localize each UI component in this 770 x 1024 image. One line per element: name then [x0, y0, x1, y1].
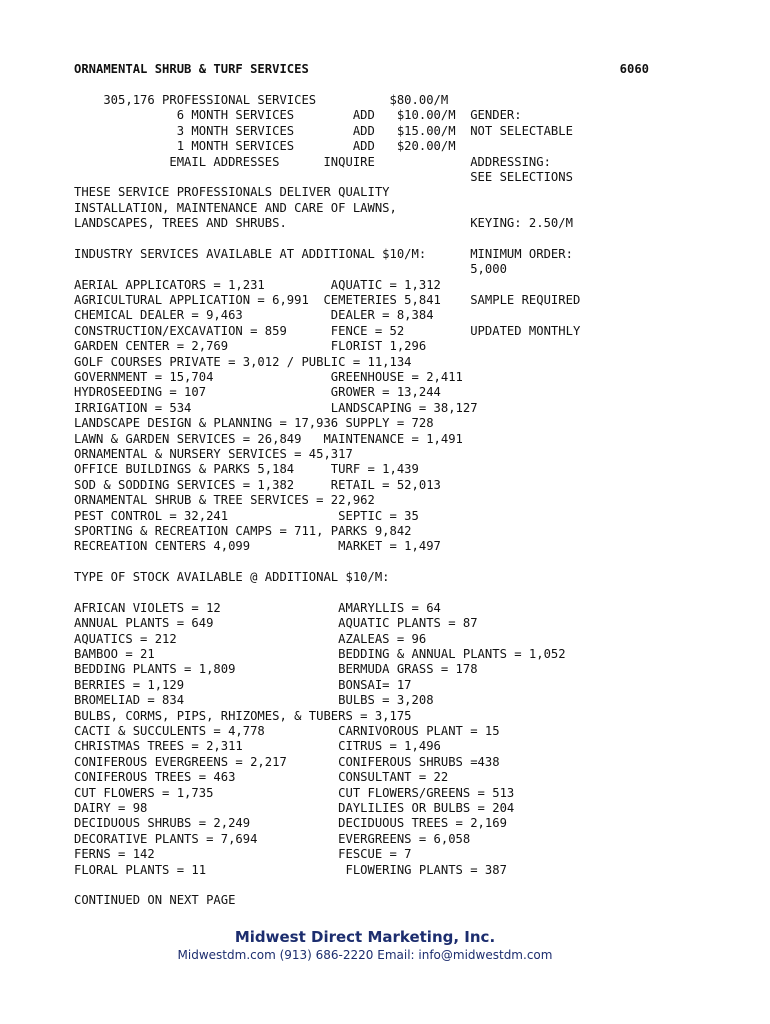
- datacard-line: CONIFEROUS EVERGREENS = 2,217 CONIFEROUS SHRUBS =438: [74, 754, 500, 769]
- datacard-line: SPORTING & RECREATION CAMPS = 711, PARKS 9,842: [74, 523, 412, 538]
- datacard-line: IRRIGATION = 534 LANDSCAPING = 38,127: [74, 400, 478, 415]
- datacard-line: ORNAMENTAL & NURSERY SERVICES = 45,317: [74, 446, 353, 461]
- datacard-line: CHRISTMAS TREES = 2,311 CITRUS = 1,496: [74, 739, 441, 754]
- datacard-line: THESE SERVICE PROFESSIONALS DELIVER QUALITY: [74, 185, 390, 200]
- datacard-line: CHEMICAL DEALER = 9,463 DEALER = 8,384: [74, 308, 434, 323]
- footer-company-name: Midwest Direct Marketing, Inc.: [234, 928, 496, 946]
- datacard-line: [74, 878, 694, 893]
- datacard-line: INDUSTRY SERVICES AVAILABLE AT ADDITIONAL $10/M: MINIMUM ORDER:: [74, 246, 573, 261]
- datacard-line: GOVERNMENT = 15,704 GREENHOUSE = 2,411: [74, 370, 463, 385]
- datacard-line: BROMELIAD = 834 BULBS = 3,208: [74, 693, 434, 708]
- datacard-line: [74, 555, 694, 570]
- datacard-line: CONSTRUCTION/EXCAVATION = 859 FENCE = 52 UPDATED MONTHLY: [74, 323, 581, 338]
- datacard-line: 5,000: [74, 262, 507, 277]
- datacard-line: BAMBOO = 21 BEDDING & ANNUAL PLANTS = 1,052: [74, 647, 566, 662]
- datacard-line: 1 MONTH SERVICES ADD $20.00/M: [74, 139, 456, 154]
- datacard-line: GARDEN CENTER = 2,769 FLORIST 1,296: [74, 339, 427, 354]
- datacard-line: BERRIES = 1,129 BONSAI= 17: [74, 677, 412, 692]
- datacard-line: BEDDING PLANTS = 1,809 BERMUDA GRASS = 178: [74, 662, 478, 677]
- datacard-line: RECREATION CENTERS 4,099 MARKET = 1,497: [74, 539, 441, 554]
- datacard-line: SOD & SODDING SERVICES = 1,382 RETAIL = 52,013: [74, 477, 441, 492]
- list-code: 6060: [619, 62, 649, 76]
- datacard-line: TYPE OF STOCK AVAILABLE @ ADDITIONAL $10/M:: [74, 570, 390, 585]
- datacard-line: DECORATIVE PLANTS = 7,694 EVERGREENS = 6,058: [74, 831, 471, 846]
- datacard-line: LANDSCAPE DESIGN & PLANNING = 17,936 SUPPLY = 728: [74, 416, 434, 431]
- datacard-line: ORNAMENTAL SHRUB & TREE SERVICES = 22,962: [74, 493, 375, 508]
- datacard-line: DECIDUOUS SHRUBS = 2,249 DECIDUOUS TREES = 2,169: [74, 816, 507, 831]
- datacard-line: AQUATICS = 212 AZALEAS = 96: [74, 631, 427, 646]
- datacard-line: [74, 232, 694, 247]
- datacard-line: OFFICE BUILDINGS & PARKS 5,184 TURF = 1,439: [74, 462, 419, 477]
- datacard-line: 6 MONTH SERVICES ADD $10.00/M GENDER:: [74, 108, 522, 123]
- datacard-line: LANDSCAPES, TREES AND SHRUBS. KEYING: 2.50/M: [74, 216, 573, 231]
- datacard-line: [74, 586, 694, 601]
- datacard-line: AFRICAN VIOLETS = 12 AMARYLLIS = 64: [74, 600, 441, 615]
- datacard-line: 3 MONTH SERVICES ADD $15.00/M NOT SELECTABLE: [74, 123, 573, 138]
- datacard-line: BULBS, CORMS, PIPS, RHIZOMES, & TUBERS = 3,175: [74, 708, 412, 723]
- datacard-line: CUT FLOWERS = 1,735 CUT FLOWERS/GREENS = 513: [74, 785, 515, 800]
- datacard-line: EMAIL ADDRESSES INQUIRE ADDRESSING:: [74, 154, 551, 169]
- datacard-line: AGRICULTURAL APPLICATION = 6,991 CEMETERIES 5,841 SAMPLE REQUIRED: [74, 293, 581, 308]
- datacard-line: DAIRY = 98 DAYLILIES OR BULBS = 204: [74, 800, 515, 815]
- datacard-line: INSTALLATION, MAINTENANCE AND CARE OF LAWNS,: [74, 200, 397, 215]
- datacard-line: CONTINUED ON NEXT PAGE: [74, 893, 236, 908]
- footer-contact-info: Midwestdm.com (913) 686-2220 Email: info@midwestdm.com: [177, 948, 553, 962]
- datacard-line: AERIAL APPLICATORS = 1,231 AQUATIC = 1,312: [74, 277, 441, 292]
- datacard-line: HYDROSEEDING = 107 GROWER = 13,244: [74, 385, 441, 400]
- datacard-line: 305,176 PROFESSIONAL SERVICES $80.00/M: [74, 93, 449, 107]
- datacard-line: ANNUAL PLANTS = 649 AQUATIC PLANTS = 87: [74, 616, 478, 631]
- datacard-line: FERNS = 142 FESCUE = 7: [74, 847, 412, 862]
- datacard-line: FLORAL PLANTS = 11 FLOWERING PLANTS = 387: [74, 862, 507, 877]
- datacard-line: PEST CONTROL = 32,241 SEPTIC = 35: [74, 508, 419, 523]
- datacard-body: [74, 93, 694, 909]
- datacard-line: CONIFEROUS TREES = 463 CONSULTANT = 22: [74, 770, 449, 785]
- datacard-line: LAWN & GARDEN SERVICES = 26,849 MAINTENANCE = 1,491: [74, 431, 463, 446]
- datacard-line: SEE SELECTIONS: [74, 169, 573, 184]
- datacard-line: CACTI & SUCCULENTS = 4,778 CARNIVOROUS PLANT = 15: [74, 724, 500, 739]
- document-title: ORNAMENTAL SHRUB & TURF SERVICES: [74, 62, 309, 76]
- datacard-line: GOLF COURSES PRIVATE = 3,012 / PUBLIC = 11,134: [74, 354, 412, 369]
